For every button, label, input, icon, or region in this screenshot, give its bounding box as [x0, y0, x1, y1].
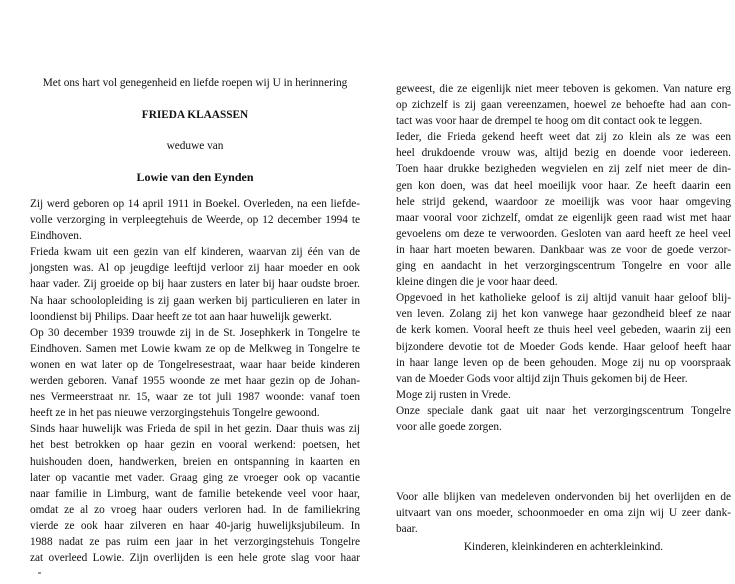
thanks-text: [396, 489, 731, 537]
biography-continued-line: ven leven. Zolang zij het kon vanwege haar gezondheid bleef ze naar: [396, 308, 731, 321]
biography-continued-line: maar vooral voor zichzelf, omdat ze eigenlijk geen raad wist met haar: [396, 211, 731, 224]
biography-line: jongsten was. Al op jeugdige leeftijd verloor zij haar moeder en ook: [30, 262, 360, 275]
biography-continued-line: Toen haar drukke bezigheden wegvielen en zij zelf niet meer de din-: [396, 163, 731, 176]
biography-line: zat overleed Lowie. Zijn overlijden is een hele grote slag voor haar: [30, 552, 360, 565]
biography-continued-line: in haar lange leven op de been gehouden. Moge zij nu op voorspraak: [396, 356, 731, 369]
biography-line: Eindhoven. Samen met Lowie kwam ze op de Melkweg in Tongelre te: [30, 342, 360, 355]
biography-line: Zij werd geboren op 14 april 1911 in Boekel. Overleden, na een liefde-: [30, 198, 360, 210]
biography-line: Eindhoven.: [30, 230, 82, 243]
biography-line: volle verzorging in verpleegtehuis de Weerde, op 12 december 1994 te: [30, 214, 360, 227]
biography-continued-line: op zichzelf is zij gaan vereenzamen, hoewel ze behoefte had aan con-: [396, 99, 731, 112]
biography-continued-line: heel drukdoende vrouw was, altijd bezig en doende voor iedereen.: [396, 147, 731, 160]
biography-continued-line: de kerk komen. Vooral heeft ze thuis heel veel gebeden, waarin zij een: [396, 324, 731, 337]
biography-line: heeft ze in het pas nieuwe verzorgingstehuis Tongelre gewoond.: [30, 407, 320, 420]
biography-line: Sinds haar huwelijk was Frieda de spil in het gezin. Daar thuis was zij: [30, 423, 360, 436]
biography-continued-line: hele strijd gekend, waardoor ze moeilijk was voor haar omgeving: [396, 195, 731, 208]
thanks-line: Voor alle blijken van medeleven ondervonden bij het overlijden en de: [396, 491, 731, 503]
biography-line: huishouden doen, handwerken, breien en ontspanning in kaarten en: [30, 455, 360, 468]
biography-continued-line: Ieder, die Frieda gekend heeft weet dat zij zo klein als ze was een: [396, 131, 731, 144]
thanks-line: baar.: [396, 523, 418, 536]
biography-line: werden geboren. Vanaf 1955 woonde ze met haar gezin op de Johan-: [30, 375, 360, 388]
biography-continued-line: bijzondere devotie tot de Moeder Gods kende. Haar geloof heeft haar: [396, 340, 731, 353]
biography-continued-line: tact was voor haar de drempel te hoog om dit contact ook te leggen.: [396, 115, 703, 128]
biography-line: vierde ze ook haar zilveren en haar 40-jarig huwelijksjubileum. In: [30, 519, 360, 532]
deceased-name: FRIEDA KLAASSEN: [141, 109, 249, 121]
biography-continued-text: [396, 81, 731, 435]
widow-of-label: weduwe van: [166, 140, 224, 152]
biography-continued-line: Opgevoed in het katholieke geloof is zij altijd vanuit haar geloof blij-: [396, 292, 731, 305]
thanks-line: uitvaart van ons moeder, schoonmoeder en oma zijn wij U zeer dank-: [396, 507, 731, 520]
print-speck: [38, 572, 41, 574]
biography-line: 1988 nadat ze pas ruim een jaar in het verzorgingstehuis Tongelre: [30, 535, 360, 548]
biography-continued-line: Onze speciale dank gaat uit naar het verzorgingscentrum Tongelre: [396, 404, 731, 417]
biography-line: omdat ze al zo vroeg haar ouders verloren had. In de familiekring: [30, 503, 360, 516]
biography-continued-line: geweest, die ze eigenlijk niet meer teboven is gekomen. Van nature erg: [396, 83, 731, 95]
biography-line: Op 30 december 1939 trouwde zij in de St. Josephkerk in Tongelre te: [30, 326, 360, 339]
biography-line: Na haar schoolopleiding is zij gaan werken bij particulieren en later in: [30, 294, 360, 307]
biography-line: Frieda kwam uit een gezin van elf kinderen, waarvan zij één van de: [30, 246, 360, 259]
biography-text: [30, 196, 360, 566]
biography-continued-line: gevoelens om deze te verwoorden. Gesloten van aard heeft ze heel veel: [396, 227, 731, 240]
biography-continued-line: gen kon doen, was dat heel moeilijk voor haar. Ze heeft daarin een: [396, 179, 731, 192]
biography-line: naar familie in Limburg, want de familie betekende veel voor haar,: [30, 487, 360, 500]
husband-name: Lowie van den Eynden: [136, 170, 254, 184]
biography-line: haar vader. Zij groeide op bij haar zusters en later bij haar oudste broer.: [30, 278, 360, 291]
signature-line: Kinderen, kleinkinderen en achterkleinkind.: [463, 541, 664, 553]
biography-continued-line: Moge zij rusten in Vrede.: [396, 388, 511, 401]
biography-line: later op vacantie met vader. Graag ging ze vroeger ook op vacantie: [30, 471, 360, 484]
biography-continued-line: in haar hart moeten bewaren. Dankbaar was ze voor de goede verzor-: [396, 243, 731, 256]
biography-continued-line: voor alle goede zorgen.: [396, 420, 502, 433]
biography-line: nes Vermeerstraat nr. 15, waar ze tot juli 1987 woonde: vanaf toen: [30, 391, 360, 404]
biography-continued-line: van de Moeder Gods voor altijd zijn Thuis gekomen bij de Heer.: [396, 372, 688, 385]
intro-line: Met ons hart vol genegenheid en liefde roepen wij U in herinnering: [42, 77, 348, 89]
biography-line: het best betrokken op haar gezin en vooral werkend: poetsen, het: [30, 439, 360, 452]
biography-line: loondienst bij Philips. Daar heeft ze tot aan haar huwelijk gewerkt.: [30, 310, 332, 323]
biography-continued-line: kleine dingen die je voor haar deed.: [396, 276, 558, 289]
biography-continued-line: ging en aandacht in het verzorgingscentrum Tongelre en voor alle: [396, 260, 731, 273]
biography-line: wonen en wat later op de Tongelresestraat, waar haar beide kinderen: [30, 358, 360, 371]
